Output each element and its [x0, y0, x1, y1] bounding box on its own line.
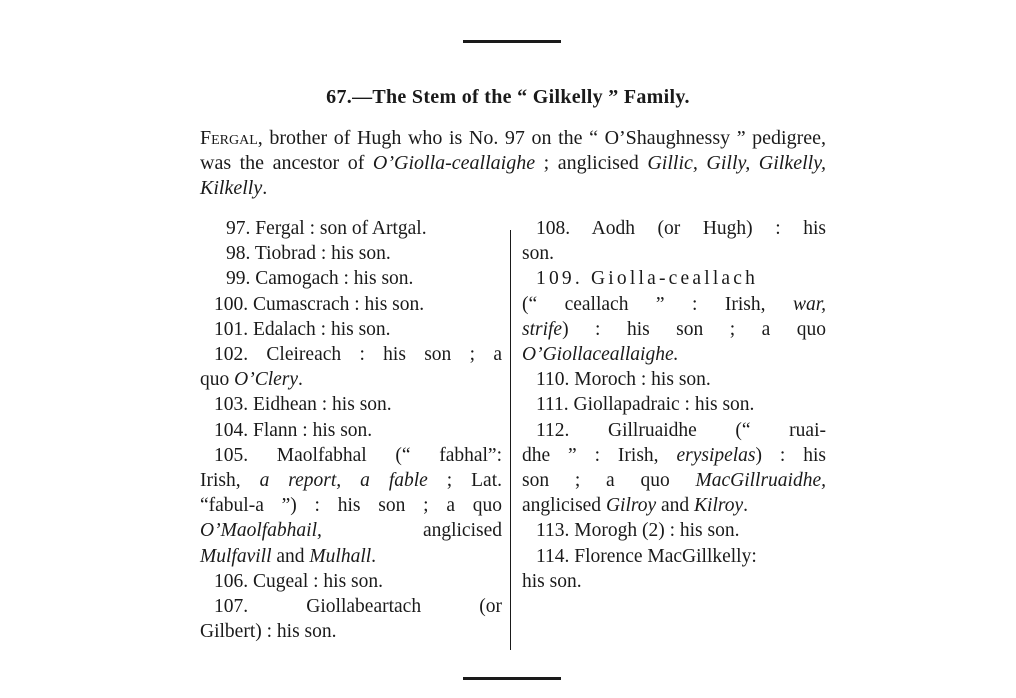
line-italic: strife — [522, 318, 563, 340]
line-text: . — [298, 369, 303, 391]
bottom-rule — [463, 677, 561, 680]
pedigree-line: 101. Edalach : his son. — [214, 318, 391, 340]
page-title: 67.—The Stem of the “ Gilkelly ” Family. — [326, 86, 690, 108]
pedigree-line — [522, 342, 826, 367]
line-italic: erysipelas — [676, 444, 756, 466]
line-text: Irish, — [200, 470, 260, 492]
right-column — [522, 216, 826, 594]
ancestor-name: O’Giolla-ceallaighe — [372, 152, 536, 174]
line-italic: Mulfavill — [200, 545, 272, 567]
lead-name: Fergal — [200, 127, 258, 149]
anglicised-names: Gillic, Gilly, Gilkelly, Kilkelly — [200, 152, 827, 199]
line-italic: a report, a fable — [259, 470, 428, 492]
line-text: ) : his son ; a quo — [562, 318, 826, 340]
pedigree-line — [200, 468, 502, 493]
line-italic: Mulhall — [309, 545, 372, 567]
line-text: ) : his — [755, 444, 826, 466]
pedigree-line: son. — [522, 243, 554, 265]
pedigree-line: “fabul-a ”) : his son ; a quo — [200, 495, 502, 517]
line-text: anglicised — [522, 495, 606, 517]
line-italic: Gilroy — [605, 495, 657, 517]
pedigree-line: 112. Gillruaidhe (“ ruai- — [536, 419, 826, 441]
intro-text-1: , brother of Hugh who is No. 97 on the “ O’Shaughnessy ” pedigree, was the ancestor of — [200, 127, 826, 174]
pedigree-line — [522, 317, 826, 342]
line-text: son ; a quo — [522, 470, 696, 492]
pedigree-line: 111. Giollapadraic : his son. — [536, 394, 755, 416]
line-italic: Kilroy — [694, 495, 744, 517]
pedigree-line — [522, 292, 826, 317]
intro-text-3: . — [262, 177, 268, 199]
pedigree-line: Gilbert) : his son. — [200, 621, 337, 643]
line-italic: O’Giollaceallaighe. — [522, 344, 679, 366]
pedigree-line — [200, 367, 502, 392]
pedigree-line: 114. Florence MacGillkelly: — [536, 545, 757, 567]
pedigree-line — [200, 544, 502, 569]
left-column — [200, 216, 502, 644]
column-divider — [510, 230, 511, 650]
pedigree-line — [522, 493, 826, 518]
line-text: . — [371, 545, 377, 567]
pedigree-line: 97. Fergal : son of Artgal. — [226, 218, 427, 239]
pedigree-line — [522, 468, 826, 493]
line-text: anglicised — [321, 520, 502, 542]
pedigree-line: 99. Camogach : his son. — [226, 268, 414, 290]
line-italic: war, — [792, 293, 826, 315]
line-italic: MacGillruaidhe, — [695, 470, 826, 492]
line-text: (“ ceallach ” : Irish, — [522, 293, 793, 315]
pedigree-line: 102. Cleireach : his son ; a — [214, 344, 502, 366]
pedigree-line: 113. Morogh (2) : his son. — [536, 520, 740, 542]
pedigree-line — [522, 443, 826, 468]
line-text: dhe ” : Irish, — [522, 444, 677, 466]
line-text: . — [743, 495, 749, 517]
pedigree-line: 100. Cumascrach : his son. — [214, 293, 425, 315]
line-italic: O’Maolfabhail, — [200, 520, 322, 542]
line-text: and — [271, 545, 310, 567]
line-text: ; Lat. — [427, 470, 503, 492]
line-text: quo — [200, 369, 235, 391]
pedigree-line: 104. Flann : his son. — [214, 419, 373, 441]
pedigree-line: 110. Moroch : his son. — [536, 369, 711, 391]
pedigree-line: 106. Cugeal : his son. — [214, 570, 383, 592]
line-italic: O’Clery — [234, 369, 299, 391]
line-text: and — [656, 495, 695, 517]
pedigree-line: 109. Giolla-ceallach — [536, 268, 759, 290]
intro-text-2: ; anglicised — [535, 152, 648, 174]
intro-paragraph — [200, 126, 826, 201]
pedigree-line: 98. Tiobrad : his son. — [226, 243, 391, 265]
pedigree-line: 107. Giollabeartach (or — [214, 596, 502, 618]
top-rule — [463, 40, 561, 43]
pedigree-line: 108. Aodh (or Hugh) : his — [536, 218, 826, 239]
pedigree-line: 103. Eidhean : his son. — [214, 394, 392, 416]
pedigree-line: 105. Maolfabhal (“ fabhal”: — [214, 444, 502, 466]
pedigree-line: his son. — [522, 570, 582, 592]
pedigree-line — [200, 518, 502, 543]
